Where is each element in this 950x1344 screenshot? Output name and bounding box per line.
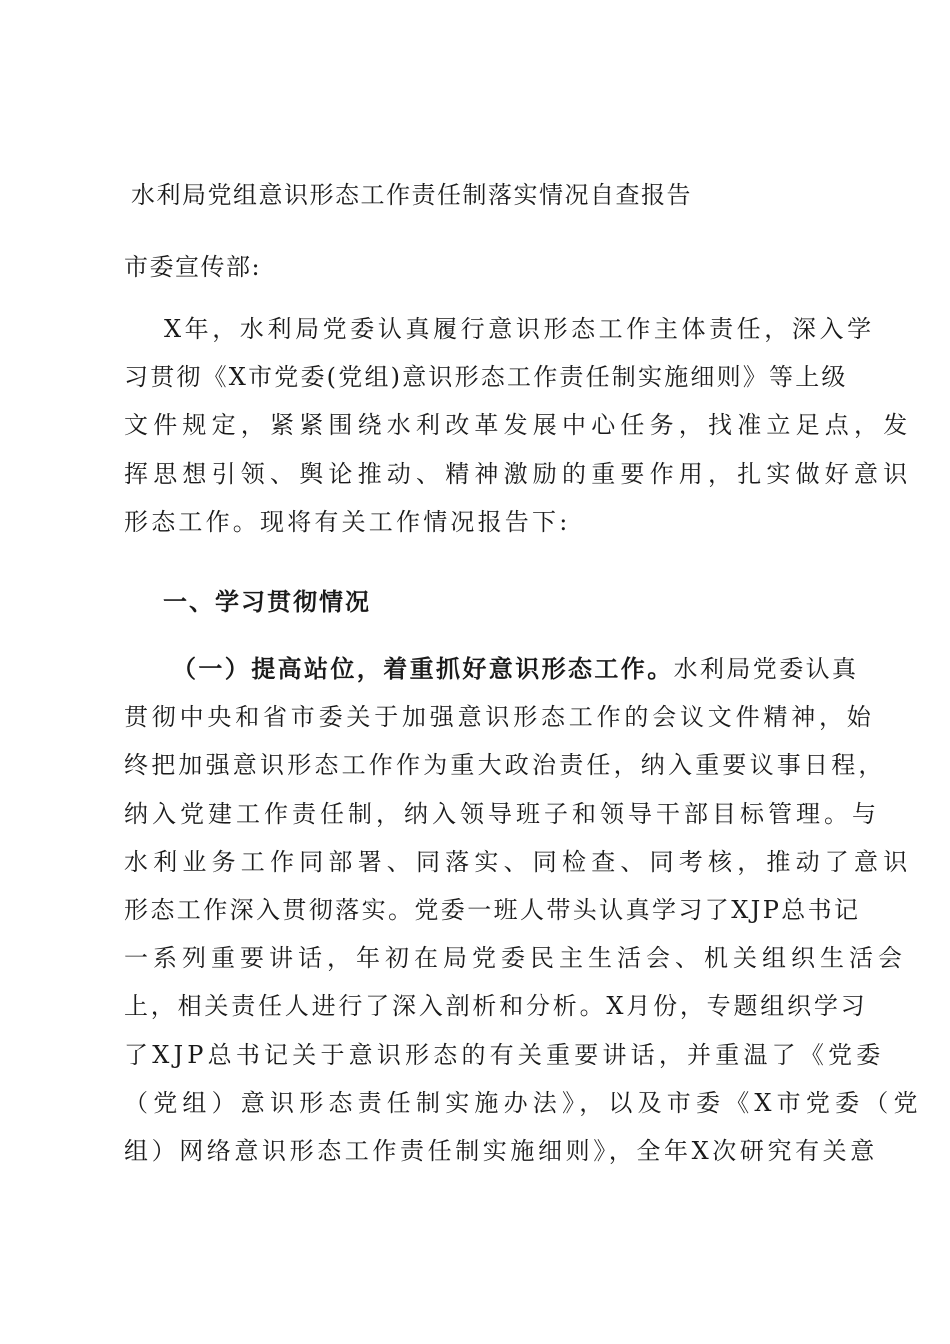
paragraph-line: 挥思想引领、舆论推动、精神激励的重要作用，扎实做好意识: [124, 459, 913, 488]
paragraph-line: 了XJP总书记关于意识形态的有关重要讲话，并重温了《党委: [124, 1040, 885, 1069]
paragraph-line: 终把加强意识形态工作作为重大政治责任，纳入重要议事日程，: [124, 751, 886, 780]
paragraph-line: 上，相关责任人进行了深入剖析和分析。X月份，专题组织学习: [124, 992, 868, 1021]
salutation: 市委宣传部:: [124, 253, 262, 281]
section-heading: 一、学习贯彻情况: [163, 588, 371, 616]
paragraph-lead-bold: （一）提高站位，着重抓好意识形态工作。: [172, 655, 674, 683]
paragraph-lead-rest: 水利局党委认真: [673, 655, 859, 683]
paragraph-line: 形态工作深入贯彻落实。党委一班人带头认真学习了XJP总书记: [124, 895, 861, 924]
paragraph-line: [124, 645, 859, 693]
paragraph-line: 习贯彻《X市党委(党组)意识形态工作责任制实施细则》等上级: [124, 363, 848, 392]
paragraph-line: 一系列重要讲话，年初在局党委民主生活会、机关组织生活会: [124, 944, 907, 973]
paragraph-line: X年，水利局党委认真履行意识形态工作主体责任，深入学: [164, 315, 875, 343]
paragraph-line: 贯彻中央和省市委关于加强意识形态工作的会议文件精神，始: [124, 703, 875, 732]
paragraph-line: 文件规定，紧紧围绕水利改革发展中心任务，找准立足点，发: [124, 411, 913, 440]
paragraph-line: 纳入党建工作责任制，纳入领导班子和领导干部目标管理。与: [124, 799, 880, 828]
paragraph-line: 组）网络意识形态工作责任制实施细则》，全年X次研究有关意: [124, 1136, 878, 1165]
paragraph-section1: [124, 645, 923, 1175]
paragraph-line: 水利业务工作同部署、同落实、同检查、同考核，推动了意识: [124, 847, 913, 876]
document-title: 水利局党组意识形态工作责任制落实情况自查报告: [131, 181, 692, 209]
paragraph-intro: [124, 305, 913, 546]
paragraph-line: （党组）意识形态责任制实施办法》，以及市委《X市党委（党: [124, 1088, 923, 1117]
paragraph-line: 形态工作。现将有关工作情况报告下:: [124, 507, 571, 536]
